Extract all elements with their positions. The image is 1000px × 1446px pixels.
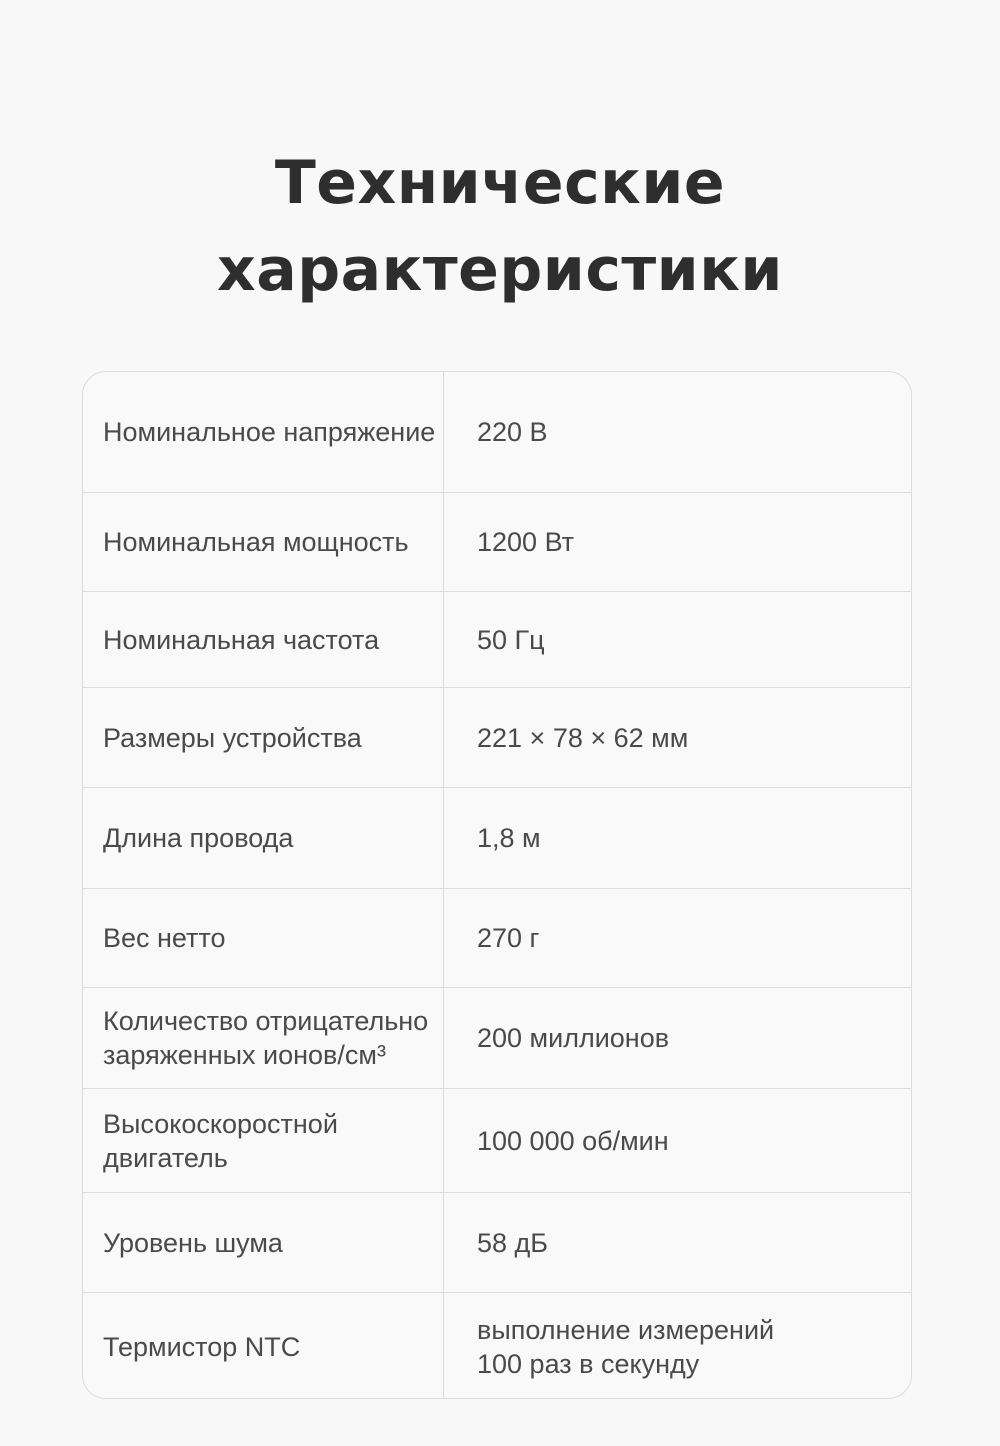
spec-label: Номинальное напряжение — [83, 372, 444, 492]
spec-label: Количество отрицательно заряженных ионов/см³ — [83, 988, 444, 1088]
spec-table — [82, 371, 912, 1399]
spec-value: 50 Гц — [477, 624, 545, 655]
spec-row-ions — [83, 988, 911, 1089]
spec-value: 200 миллионов — [477, 1023, 670, 1053]
page-title — [0, 140, 1000, 314]
spec-value: 1,8 м — [477, 823, 541, 853]
page-title-line-1: Технические — [274, 148, 726, 218]
spec-row-power — [83, 493, 911, 592]
spec-row-cord-length — [83, 788, 911, 889]
spec-row-motor — [83, 1089, 911, 1193]
spec-row-frequency — [83, 592, 911, 688]
spec-value: 1200 Вт — [477, 527, 575, 557]
spec-label: Размеры устройства — [83, 688, 444, 787]
spec-label: Уровень шума — [83, 1193, 444, 1292]
spec-row-dimensions — [83, 688, 911, 788]
spec-value: выполнение измерений 100 раз в секунду — [477, 1314, 775, 1379]
spec-value: 220 В — [477, 417, 548, 447]
spec-row-net-weight — [83, 889, 911, 988]
spec-label: Длина провода — [83, 788, 444, 888]
spec-row-noise — [83, 1193, 911, 1293]
spec-label: Вес нетто — [83, 889, 444, 987]
spec-label: Высокоскоростной двигатель — [83, 1089, 444, 1192]
spec-label: Термистор NTC — [83, 1293, 444, 1399]
spec-row-ntc-thermistor — [83, 1293, 911, 1399]
spec-label: Номинальная частота — [83, 592, 444, 687]
spec-value: 270 г — [477, 923, 540, 953]
page-title-line-2: характеристики — [217, 235, 783, 305]
spec-row-voltage — [83, 372, 911, 493]
spec-value: 58 дБ — [477, 1227, 549, 1258]
spec-value: 221 × 78 × 62 мм — [477, 722, 689, 753]
spec-value: 100 000 об/мин — [477, 1125, 669, 1156]
spec-label: Номинальная мощность — [83, 493, 444, 591]
